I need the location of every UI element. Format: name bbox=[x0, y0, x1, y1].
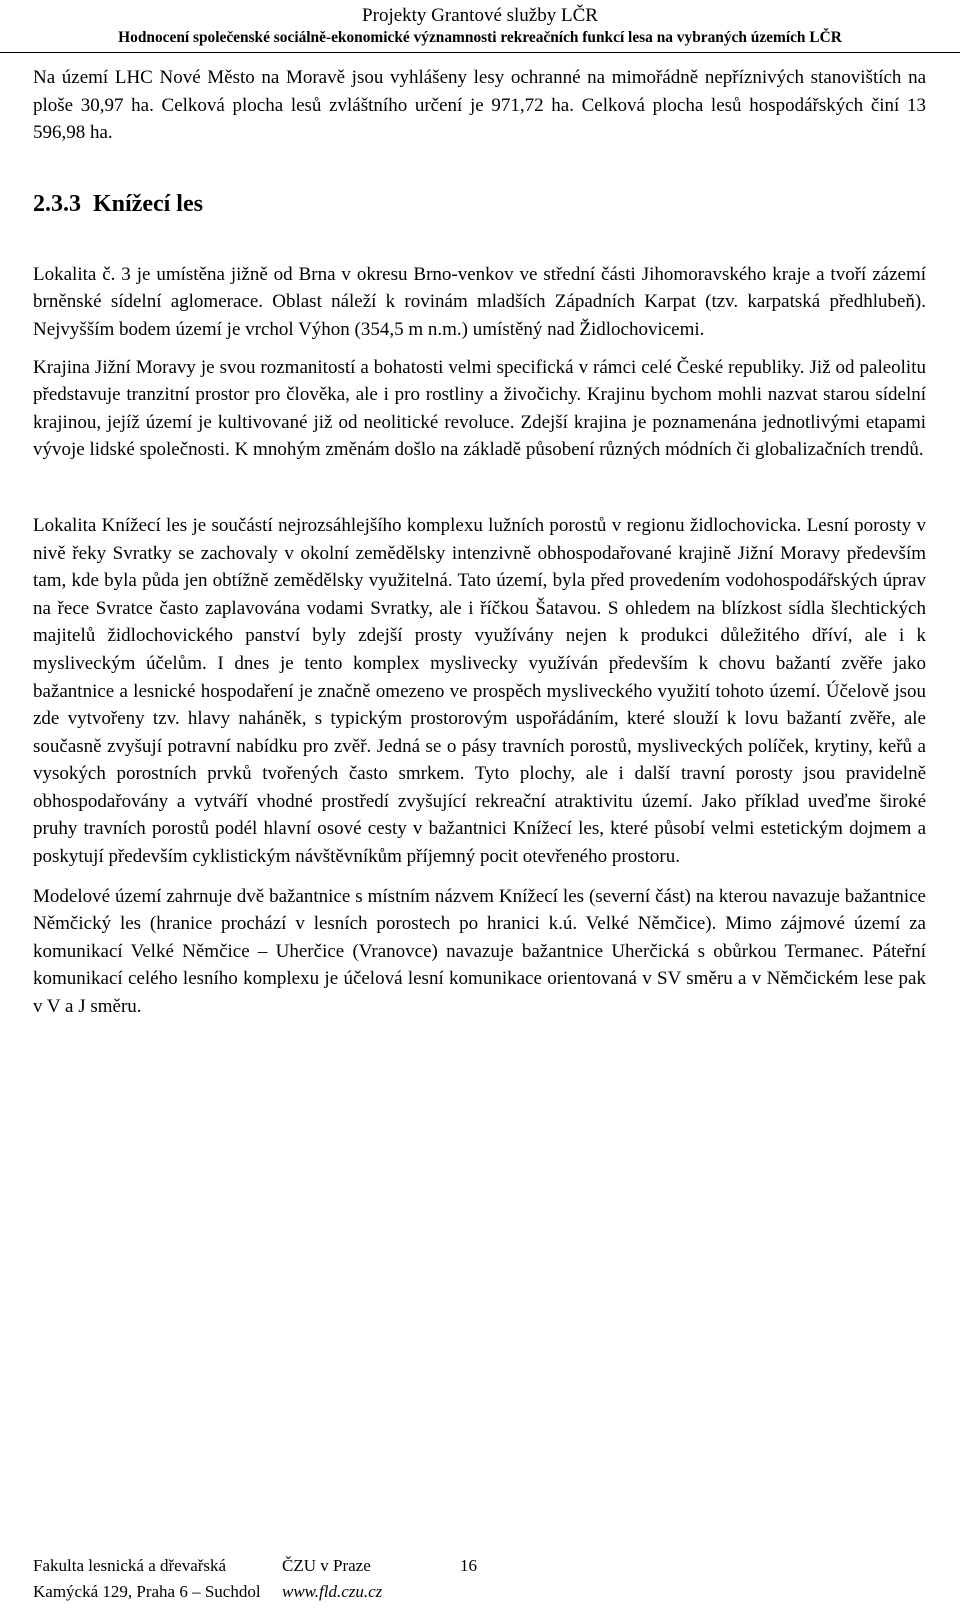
paragraph-modelove-uzemi: Modelové území zahrnuje dvě bažantnice s místním názvem Knížecí les (severní část) na kterou navazuje bažantnice Němčický les (hranice prochází v lesních porostech po hranici k.ú. Velké Němčice). Mimo zájmové území za komunikací Velké Němčice – Uherčice (Vranovce) navazuje bažantnice Uherčická s obůrkou Termanec. Páteřní komunikací celého lesního komplexu je účelová lesní komunikace orientovaná v SV směru a v Němčickém lese pak v V a J směru. bbox=[33, 885, 926, 1018]
section-heading bbox=[33, 189, 926, 219]
footer-university: ČZU v Praze bbox=[282, 1556, 371, 1575]
footer-row-1 bbox=[33, 1553, 633, 1579]
section-number: 2.3.3 bbox=[33, 190, 81, 217]
footer-row-2 bbox=[33, 1579, 633, 1605]
paragraph-lokalita: Lokalita č. 3 je umístěna jižně od Brna v okresu Brno-venkov ve střední části Jihomoravského kraje a tvoří zázemí brněnské sídelní aglomerace. Oblast náleží k rovinám mladších Západních Karpat (tzv. karpatská předhlubeň). Nejvyšším bodem území je vrchol Výhon (354,5 m n.m.) umístěný nad Židlochovicemi. bbox=[33, 263, 926, 340]
footer-address: Kamýcká 129, Praha 6 – Suchdol bbox=[33, 1582, 261, 1601]
page-content bbox=[33, 64, 926, 1021]
section-title: Knížecí les bbox=[93, 190, 203, 217]
header-project-title: Projekty Grantové služby LČR bbox=[362, 5, 598, 26]
intro-paragraph: Na území LHC Nové Město na Moravě jsou vyhlášeny lesy ochranné na mimořádně nepříznivých stanovištích na ploše 30,97 ha. Celková plocha lesů zvláštního určení je 971,72 ha. Celková plocha lesů hospodářských činí 13 596,98 ha. bbox=[33, 67, 926, 144]
page-footer bbox=[33, 1553, 633, 1605]
footer-faculty: Fakulta lesnická a dřevařská bbox=[33, 1556, 227, 1575]
footer-website-link[interactable]: www.fld.czu.cz bbox=[282, 1582, 383, 1601]
header-document-title: Hodnocení společenské sociálně-ekonomické významnosti rekreačních funkcí lesa na vybraných územích LČR bbox=[118, 29, 842, 46]
page-number: 16 bbox=[460, 1556, 477, 1575]
page-header bbox=[0, 4, 960, 53]
paragraph-knizeci-les: Lokalita Knížecí les je součástí nejrozsáhlejšího komplexu lužních porostů v regionu židlochovicka. Lesní porosty v nivě řeky Svratky se zachovaly v okolní zemědělsky intenzivně obhospodařované krajině Jižní Moravy především tam, kde byla půda jen obtížně zemědělsky využitelná. Tato území, byla před provedením vodohospodářských úprav na řece Svratce často zaplavována vodami Svratky, ale i říčkou Šatavou. S ohledem na blízkost sídla šlechtických majitelů židlochovického panství byly zdejší prosty využívány nejen k produkci důležitého dříví, ale i k mysliveckým účelům. I dnes je tento komplex myslivecky využíván především k chovu bažantí zvěře jako bažantnice a lesnické hospodaření je značně omezeno ve prospěch mysliveckého využití tohoto území. Účelově jsou zde vytvořeny tzv. hlavy naháněk, s typickým prostorovým uspořádáním, které slouží k lovu bažantí zvěře, ale současně zvyšují potravní nabídku pro zvěř. Jedná se o pásy travních porostů, mysliveckých políček, krytiny, keřů a vysokých porostních prvků tvořených často smrkem. Tyto plochy, ale i další travní porosty jsou pravidelně obhospodařovány a vytváří vhodné prostředí zvyšující rekreační atraktivitu území. Jako příklad uveďme široké pruhy travních porostů podél hlavní osové cesty v bažantnici Knížecí les, které působí velmi estetickým dojmem a poskytují především cyklistickým návštěvníkům příjemný pocit otevřeného prostoru. bbox=[33, 514, 926, 868]
paragraph-krajina: Krajina Jižní Moravy je svou rozmanitostí a bohatosti velmi specifická v rámci celé České republiky. Již od paleolitu představuje tranzitní prostor pro člověka, ale i pro rostliny a živočichy. Krajinu bychom mohli nazvat starou sídelní krajinou, jejíž území je kultivované již od neolitické revoluce. Zdejší krajina je poznamenána jednotlivými etapami vývoje lidské společnosti. K mnohým změnám došlo na základě působení různých módních či globalizačních trendů. bbox=[33, 356, 926, 461]
